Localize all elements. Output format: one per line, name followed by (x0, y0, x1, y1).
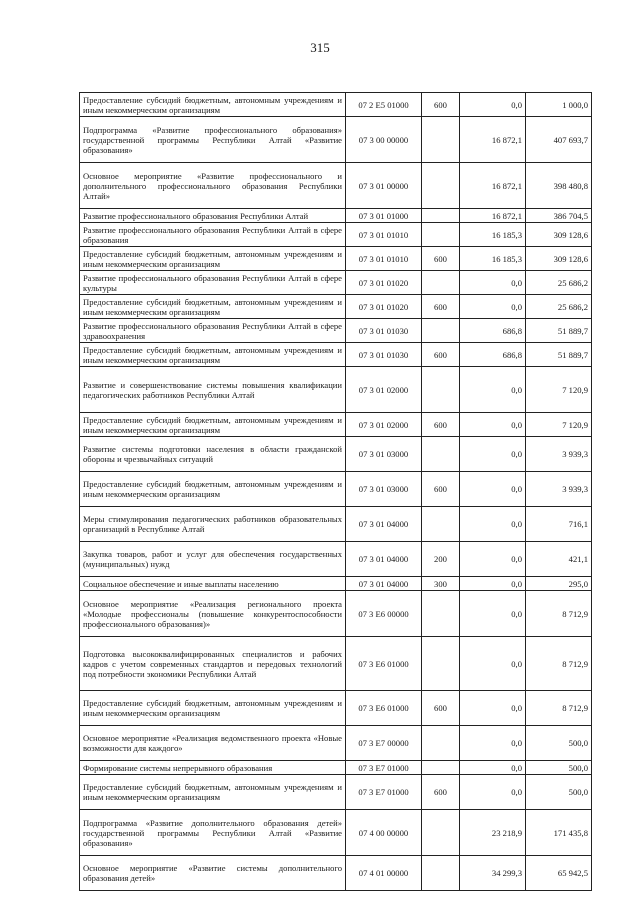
table-row (80, 319, 592, 343)
table-row (80, 691, 592, 726)
row-type (422, 319, 460, 343)
row-type: 600 (422, 295, 460, 319)
row-name: Подготовка высококвалифицированных специалистов и рабочих кадров с учетом современных стандартов и передовых технологий под потребности экономики Республики Алтай (80, 637, 346, 691)
row-value-1: 0,0 (460, 577, 526, 591)
table-row (80, 542, 592, 577)
row-value-2: 295,0 (526, 577, 592, 591)
row-type: 600 (422, 775, 460, 810)
row-code: 07 3 E6 01000 (346, 637, 422, 691)
table-row (80, 726, 592, 761)
table-row (80, 367, 592, 413)
table-row (80, 856, 592, 891)
row-name: Подпрограмма «Развитие дополнительного образования детей» государственной программы Республики Алтай «Развитие образования» (80, 810, 346, 856)
row-value-1: 0,0 (460, 367, 526, 413)
row-code: 07 3 E7 00000 (346, 726, 422, 761)
row-type (422, 507, 460, 542)
row-name: Подпрограмма «Развитие профессионального образования» государственной программы Республики Алтай «Развитие образования» (80, 117, 346, 163)
row-value-1: 16 185,3 (460, 223, 526, 247)
row-code: 07 4 01 00000 (346, 856, 422, 891)
row-value-2: 309 128,6 (526, 247, 592, 271)
row-name: Развитие и совершенствование системы повышения квалификации педагогических работников Республики Алтай (80, 367, 346, 413)
row-type (422, 856, 460, 891)
row-name: Предоставление субсидий бюджетным, автономным учреждениям и иным некоммерческим организациям (80, 413, 346, 437)
row-value-2: 3 939,3 (526, 472, 592, 507)
table-row (80, 223, 592, 247)
budget-table (79, 92, 592, 891)
row-value-1: 0,0 (460, 726, 526, 761)
row-name: Предоставление субсидий бюджетным, автономным учреждениям и иным некоммерческим организациям (80, 472, 346, 507)
row-value-2: 25 686,2 (526, 271, 592, 295)
row-value-1: 0,0 (460, 472, 526, 507)
table-row (80, 761, 592, 775)
row-type: 600 (422, 472, 460, 507)
row-code: 07 2 E5 01000 (346, 93, 422, 117)
row-value-2: 500,0 (526, 761, 592, 775)
row-name: Предоставление субсидий бюджетным, автономным учреждениям и иным некоммерческим организациям (80, 775, 346, 810)
row-type (422, 726, 460, 761)
row-value-1: 16 185,3 (460, 247, 526, 271)
page-number: 315 (310, 40, 330, 55)
row-code: 07 3 01 04000 (346, 542, 422, 577)
row-value-1: 34 299,3 (460, 856, 526, 891)
row-code: 07 3 00 00000 (346, 117, 422, 163)
table-row (80, 295, 592, 319)
row-code: 07 3 01 01010 (346, 223, 422, 247)
row-name: Развитие профессионального образования Республики Алтай в сфере здравоохранения (80, 319, 346, 343)
row-code: 07 3 E7 01000 (346, 761, 422, 775)
row-type: 600 (422, 93, 460, 117)
row-name: Социальное обеспечение и иные выплаты населению (80, 577, 346, 591)
row-value-1: 0,0 (460, 542, 526, 577)
table-row (80, 343, 592, 367)
row-name: Основное мероприятие «Развитие профессионального и дополнительного профессионального образования Республики Алтай» (80, 163, 346, 209)
row-value-1: 0,0 (460, 775, 526, 810)
row-code: 07 3 01 04000 (346, 507, 422, 542)
row-name: Меры стимулирования педагогических работников образовательных организаций в Республике Алтай (80, 507, 346, 542)
table-row (80, 117, 592, 163)
row-code: 07 3 01 01000 (346, 209, 422, 223)
row-type (422, 761, 460, 775)
row-name: Закупка товаров, работ и услуг для обеспечения государственных (муниципальных) нужд (80, 542, 346, 577)
row-code: 07 3 01 04000 (346, 577, 422, 591)
row-code: 07 3 E7 01000 (346, 775, 422, 810)
row-name: Основное мероприятие «Реализация ведомственного проекта «Новые возможности для каждого» (80, 726, 346, 761)
row-type: 300 (422, 577, 460, 591)
row-name: Предоставление субсидий бюджетным, автономным учреждениям и иным некоммерческим организациям (80, 247, 346, 271)
row-code: 07 3 01 02000 (346, 367, 422, 413)
row-value-2: 65 942,5 (526, 856, 592, 891)
table-row (80, 247, 592, 271)
row-value-2: 386 704,5 (526, 209, 592, 223)
row-type (422, 591, 460, 637)
row-code: 07 3 01 03000 (346, 472, 422, 507)
row-code: 07 3 01 03000 (346, 437, 422, 472)
row-value-2: 51 889,7 (526, 319, 592, 343)
row-value-2: 407 693,7 (526, 117, 592, 163)
row-value-1: 16 872,1 (460, 117, 526, 163)
row-code: 07 4 00 00000 (346, 810, 422, 856)
row-code: 07 3 01 00000 (346, 163, 422, 209)
row-value-2: 309 128,6 (526, 223, 592, 247)
row-code: 07 3 01 01020 (346, 271, 422, 295)
row-value-1: 16 872,1 (460, 209, 526, 223)
row-code: 07 3 01 02000 (346, 413, 422, 437)
table-row (80, 810, 592, 856)
row-name: Развитие профессионального образования Республики Алтай в сфере образования (80, 223, 346, 247)
row-code: 07 3 01 01030 (346, 343, 422, 367)
row-value-2: 398 480,8 (526, 163, 592, 209)
row-value-2: 171 435,8 (526, 810, 592, 856)
row-code: 07 3 01 01010 (346, 247, 422, 271)
row-value-1: 23 218,9 (460, 810, 526, 856)
row-type (422, 367, 460, 413)
table-row (80, 507, 592, 542)
row-value-1: 0,0 (460, 761, 526, 775)
row-type: 600 (422, 247, 460, 271)
row-value-1: 0,0 (460, 507, 526, 542)
table-row (80, 591, 592, 637)
row-value-2: 500,0 (526, 775, 592, 810)
table-row (80, 163, 592, 209)
table-row (80, 271, 592, 295)
table-row (80, 93, 592, 117)
row-type (422, 117, 460, 163)
row-value-1: 0,0 (460, 271, 526, 295)
row-type: 600 (422, 413, 460, 437)
row-type (422, 810, 460, 856)
row-code: 07 3 E6 00000 (346, 591, 422, 637)
row-value-2: 8 712,9 (526, 691, 592, 726)
row-value-2: 421,1 (526, 542, 592, 577)
row-value-1: 0,0 (460, 591, 526, 637)
row-value-1: 16 872,1 (460, 163, 526, 209)
table-row (80, 437, 592, 472)
table-row (80, 413, 592, 437)
row-value-2: 500,0 (526, 726, 592, 761)
row-name: Развитие системы подготовки населения в области гражданской обороны и чрезвычайных ситуаций (80, 437, 346, 472)
row-value-1: 686,8 (460, 319, 526, 343)
row-value-2: 7 120,9 (526, 413, 592, 437)
row-value-1: 0,0 (460, 437, 526, 472)
row-code: 07 3 E6 01000 (346, 691, 422, 726)
row-type (422, 223, 460, 247)
row-value-2: 25 686,2 (526, 295, 592, 319)
row-name: Предоставление субсидий бюджетным, автономным учреждениям и иным некоммерческим организациям (80, 295, 346, 319)
row-code: 07 3 01 01020 (346, 295, 422, 319)
row-value-2: 3 939,3 (526, 437, 592, 472)
row-value-2: 51 889,7 (526, 343, 592, 367)
row-type (422, 271, 460, 295)
table-row (80, 577, 592, 591)
table-row (80, 637, 592, 691)
row-type (422, 637, 460, 691)
row-value-1: 686,8 (460, 343, 526, 367)
row-name: Формирование системы непрерывного образования (80, 761, 346, 775)
row-name: Основное мероприятие «Реализация регионального проекта «Молодые профессионалы (повышение конкурентоспособности профессионального образования)» (80, 591, 346, 637)
row-value-1: 0,0 (460, 413, 526, 437)
row-value-2: 1 000,0 (526, 93, 592, 117)
row-type: 600 (422, 343, 460, 367)
row-name: Развитие профессионального образования Республики Алтай (80, 209, 346, 223)
row-name: Предоставление субсидий бюджетным, автономным учреждениям и иным некоммерческим организациям (80, 93, 346, 117)
row-type: 600 (422, 691, 460, 726)
row-value-1: 0,0 (460, 691, 526, 726)
row-name: Развитие профессионального образования Республики Алтай в сфере культуры (80, 271, 346, 295)
row-type (422, 209, 460, 223)
row-value-1: 0,0 (460, 295, 526, 319)
row-value-1: 0,0 (460, 637, 526, 691)
row-code: 07 3 01 01030 (346, 319, 422, 343)
row-type (422, 437, 460, 472)
row-type (422, 163, 460, 209)
row-value-1: 0,0 (460, 93, 526, 117)
row-name: Основное мероприятие «Развитие системы дополнительного образования детей» (80, 856, 346, 891)
table-row (80, 209, 592, 223)
table-row (80, 472, 592, 507)
row-value-2: 716,1 (526, 507, 592, 542)
row-value-2: 8 712,9 (526, 637, 592, 691)
table-row (80, 775, 592, 810)
row-name: Предоставление субсидий бюджетным, автономным учреждениям и иным некоммерческим организациям (80, 343, 346, 367)
row-value-2: 7 120,9 (526, 367, 592, 413)
row-value-2: 8 712,9 (526, 591, 592, 637)
row-name: Предоставление субсидий бюджетным, автономным учреждениям и иным некоммерческим организациям (80, 691, 346, 726)
row-type: 200 (422, 542, 460, 577)
